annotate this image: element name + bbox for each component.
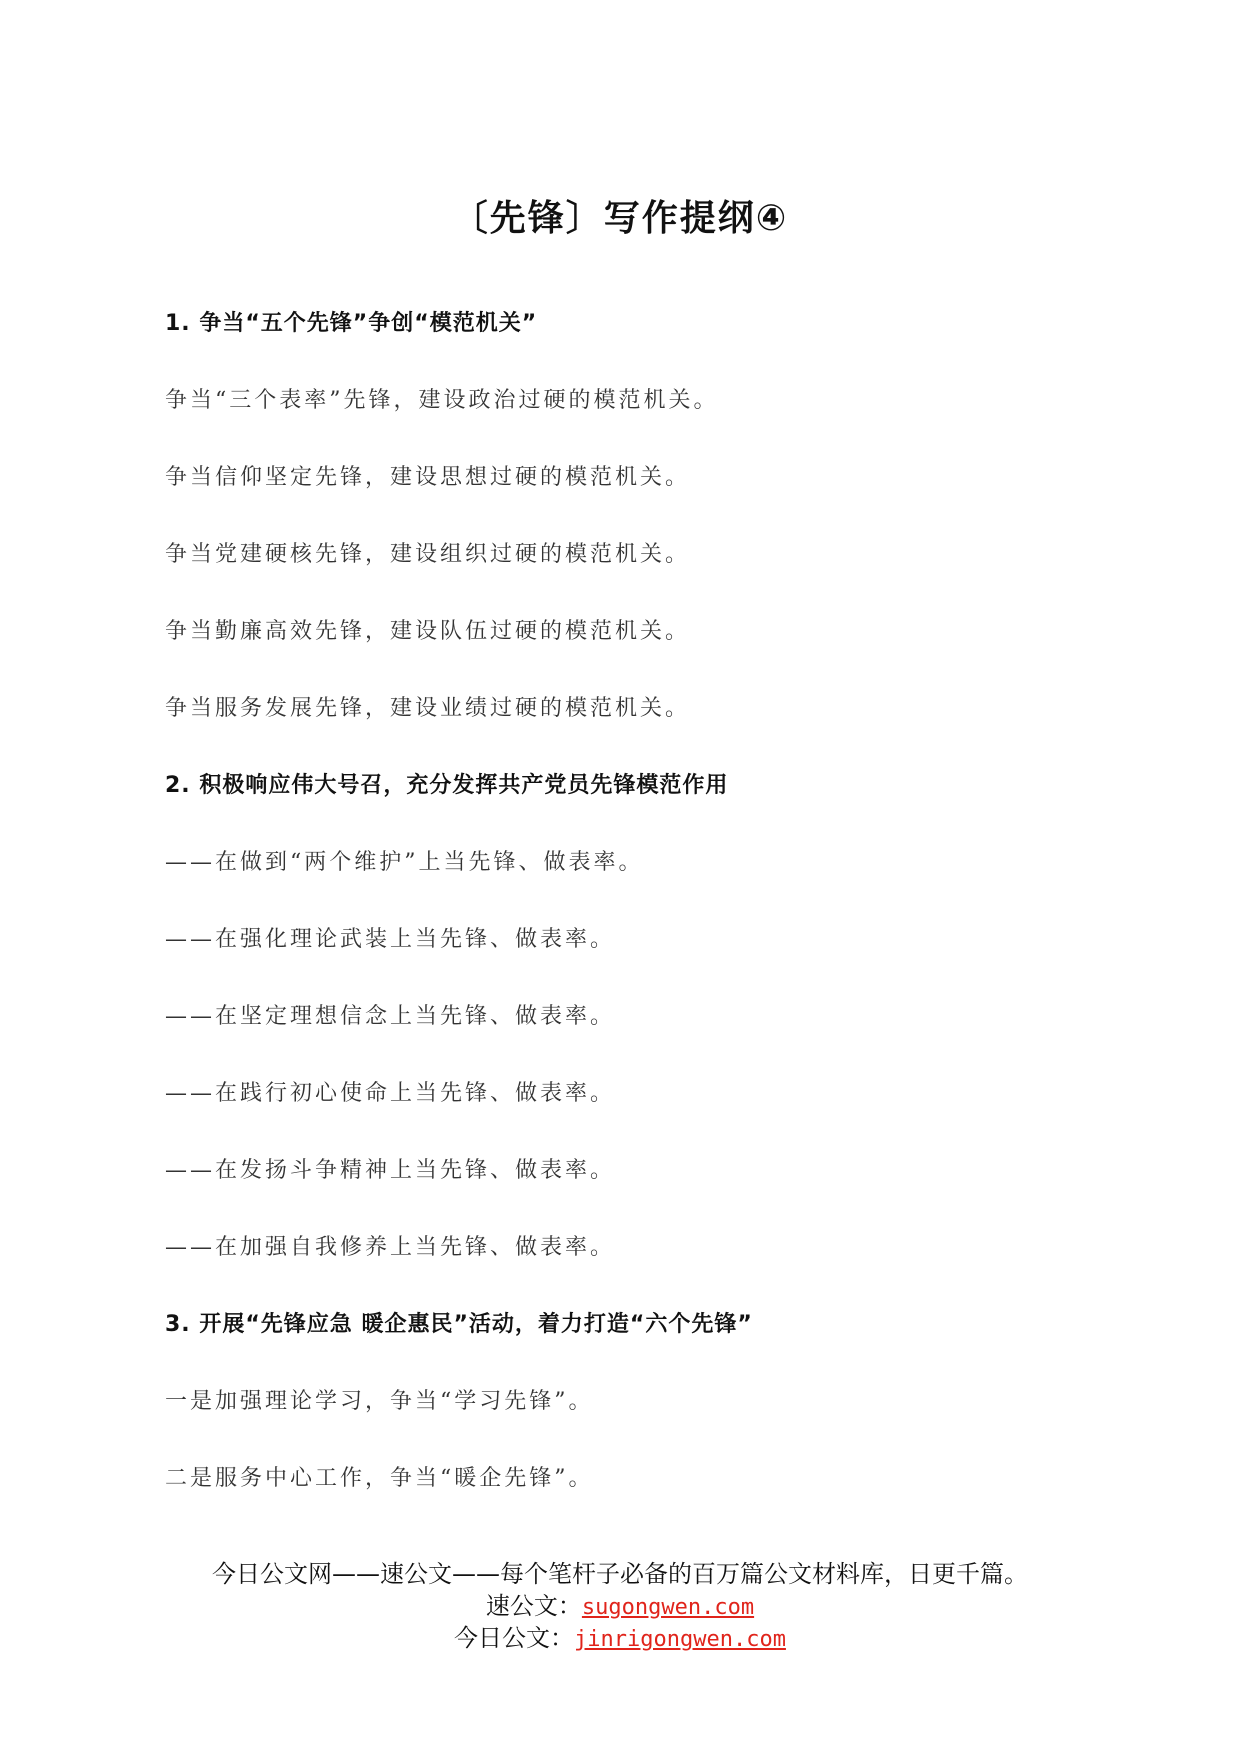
footer — [0, 1558, 1240, 1654]
list-item: 争当“三个表率”先锋，建设政治过硬的模范机关。 — [165, 388, 719, 413]
section-2 — [165, 772, 1085, 1262]
section-heading: 3. 开展“先锋应急 暖企惠民”活动，着力打造“六个先锋” — [165, 1312, 753, 1337]
list-item: ——在强化理论武装上当先锋、做表率。 — [165, 927, 616, 952]
footer-tagline: 今日公文网——速公文——每个笔杆子必备的百万篇公文材料库，日更千篇。 — [212, 1560, 1028, 1588]
section-heading: 1. 争当“五个先锋”争创“模范机关” — [165, 311, 538, 336]
jinrigongwen-link[interactable]: jinrigongwen.com — [574, 1627, 786, 1652]
list-item: ——在发扬斗争精神上当先锋、做表率。 — [165, 1158, 616, 1183]
footer-link-row-sugongwen — [0, 1590, 1240, 1622]
footer-link-label: 今日公文： — [454, 1624, 575, 1652]
section-heading: 2. 积极响应伟大号召，充分发挥共产党员先锋模范作用 — [165, 773, 729, 798]
list-item: 争当信仰坚定先锋，建设思想过硬的模范机关。 — [165, 465, 691, 490]
list-item: 争当服务发展先锋，建设业绩过硬的模范机关。 — [165, 696, 691, 721]
list-item: ——在加强自我修养上当先锋、做表率。 — [165, 1235, 616, 1260]
list-item: ——在做到“两个维护”上当先锋、做表率。 — [165, 850, 644, 875]
footer-link-row-jinrigongwen — [0, 1622, 1240, 1654]
list-item: 二是服务中心工作，争当“暖企先锋”。 — [165, 1466, 594, 1491]
list-item: 争当党建硬核先锋，建设组织过硬的模范机关。 — [165, 542, 691, 567]
list-item: ——在践行初心使命上当先锋、做表率。 — [165, 1081, 616, 1106]
list-item: 一是加强理论学习，争当“学习先锋”。 — [165, 1389, 594, 1414]
list-item: 争当勤廉高效先锋，建设队伍过硬的模范机关。 — [165, 619, 691, 644]
document-body — [165, 310, 1085, 1542]
sugongwen-link[interactable]: sugongwen.com — [581, 1595, 755, 1620]
section-1 — [165, 310, 1085, 723]
footer-link-label: 速公文： — [485, 1592, 582, 1620]
section-3 — [165, 1311, 1085, 1493]
document-title: 〔先锋〕写作提纲④ — [451, 198, 789, 239]
list-item: ——在坚定理想信念上当先锋、做表率。 — [165, 1004, 616, 1029]
